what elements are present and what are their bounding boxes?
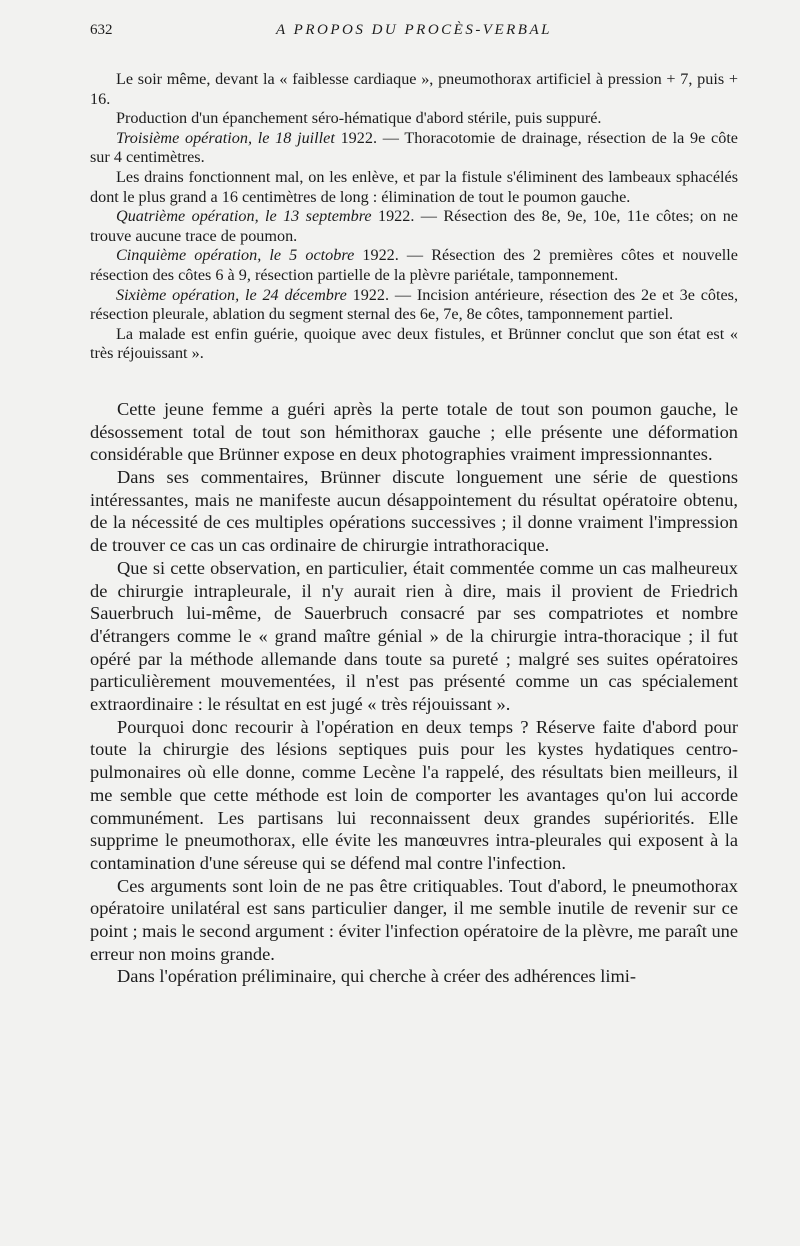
- case-paragraph: Sixième opération, le 24 décembre 1922. — Incision antérieure, résection des 2e et 3e côtes, résection pleurale, ablation du segment sternal des 6e, 7e, 8e côtes, tamponnement partiel.: [90, 285, 739, 324]
- case-paragraph: Le soir même, devant la « faiblesse cardiaque », pneumothorax artificiel à pression + 7, puis + 16.: [90, 70, 738, 108]
- running-title: A PROPOS DU PROCÈS-VERBAL: [276, 22, 552, 38]
- case-paragraph: Troisième opération, le 18 juillet 1922. — Thoracotomie de drainage, résection de la 9e côte sur 4 centimètres.: [90, 128, 738, 167]
- case-report-excerpt: [90, 70, 738, 364]
- page-number: 632: [90, 22, 113, 38]
- body-paragraph: Cette jeune femme a guéri après la perte totale de tout son poumon gauche, le désossement total de tout son hémithorax gauche ; elle présente une déformation considérable que Brünner expose en deux photographies vraiment impressionnantes.: [90, 398, 738, 465]
- commentary-body: [90, 398, 738, 988]
- case-paragraph: Cinquième opération, le 5 octobre 1922. — Résection des 2 premières côtes et nouvelle résection des côtes 6 à 9, résection partielle de la plèvre pariétale, tamponnement.: [90, 246, 738, 284]
- section-gap: [90, 364, 738, 398]
- page-header: [90, 22, 738, 44]
- body-paragraph: Que si cette observation, en particulier, était commentée comme un cas malheureux de chirurgie intrapleurale, il n'y aurait rien à dire, mais il provient de Friedrich Sauerbruch lui-même, de Sauerbruch consacré par ses compatriotes et nombre d'étrangers comme le « grand maître génial » de la chirurgie intra-thoracique ; il fut opéré par la méthode allemande dans toute sa pureté ; malgré ses suites opératoires particulièrement mouvementées, il n'est pas présenté comme un cas spécialement extraordinaire : le résultat en est jugé « très réjouissant ».: [90, 557, 738, 715]
- body-paragraph: Pourquoi donc recourir à l'opération en deux temps ? Réserve faite d'abord pour toute la chirurgie des lésions septiques puis pour les kystes hydatiques centro-pulmonaires où elle donne, comme Lecène l'a rappelé, des résultats bien meilleurs, il me semble que cette méthode est loin de comporter les avantages qu'on lui accorde communément. Les partisans lui reconnaissent deux grandes supériorités. Elle supprime le pneumothorax, elle évite les manœuvres intra-pleurales qui exposent à la contamination d'une séreuse qui se défend mal contre l'infection.: [90, 716, 738, 873]
- body-paragraph: Dans ses commentaires, Brünner discute longuement une série de questions intéressantes, mais ne manifeste aucun désappointement du résultat opératoire obtenu, de la nécessité de ces multiples opérations successives ; il donne vraiment l'impression de trouver ce cas un cas ordinaire de chirurgie intrathoracique.: [90, 467, 738, 556]
- case-paragraph: Production d'un épanchement séro-hématique d'abord stérile, puis suppuré.: [116, 109, 602, 128]
- case-paragraph: Quatrième opération, le 13 septembre 1922. — Résection des 8e, 9e, 10e, 11e côtes; on ne trouve aucune trace de poumon.: [90, 207, 738, 245]
- body-paragraph: Dans l'opération préliminaire, qui cherche à créer des adhérences limi-: [117, 966, 637, 987]
- case-paragraph: Les drains fonctionnent mal, on les enlève, et par la fistule s'éliminent des lambeaux sphacélés dont le plus grand a 16 centimètres de long : élimination de tout le poumon gauche.: [90, 167, 738, 206]
- case-paragraph: La malade est enfin guérie, quoique avec deux fistules, et Brünner conclut que son état est « très réjouissant ».: [90, 324, 738, 363]
- body-paragraph: Ces arguments sont loin de ne pas être critiquables. Tout d'abord, le pneumothorax opératoire unilatéral est sans particulier danger, il me semble inutile de revenir sur ce point ; mais le second argument : éviter l'infection opératoire de la plèvre, me paraît une erreur non moins grande.: [90, 875, 738, 964]
